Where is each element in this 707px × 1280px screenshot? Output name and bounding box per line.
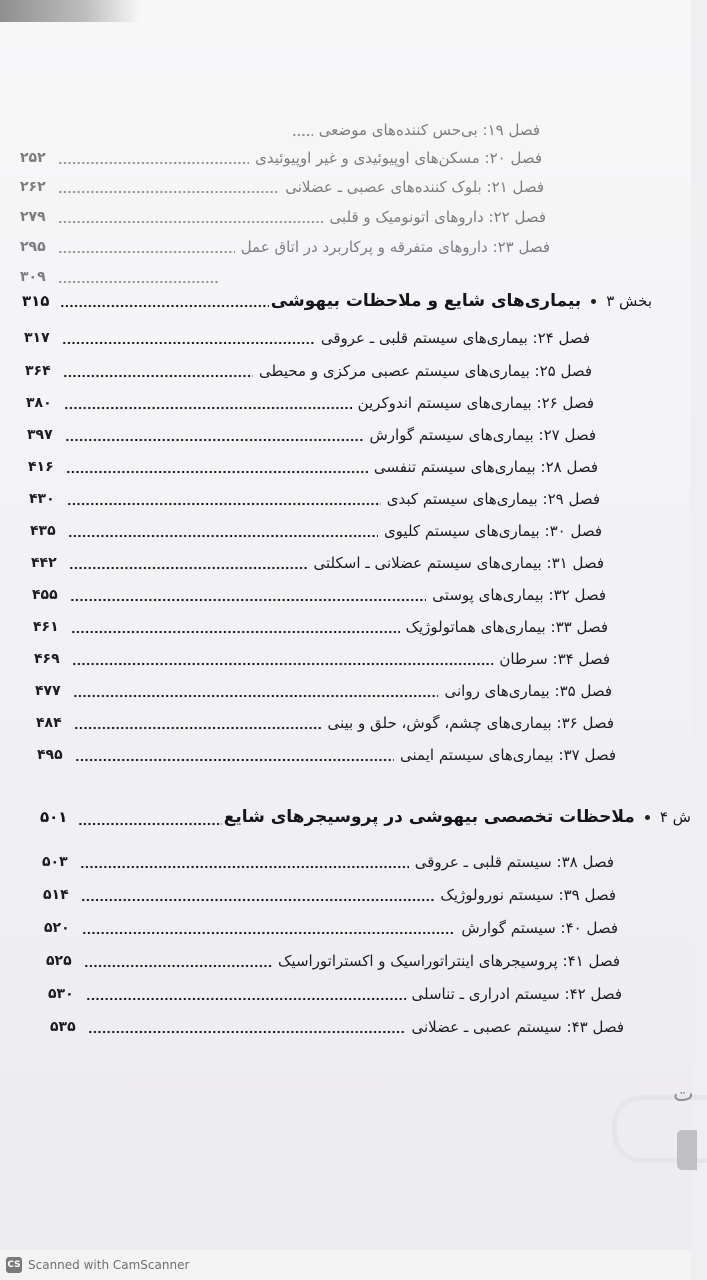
leader-dots [58,246,235,258]
toc-entry-page: ۵۲۵ [46,953,72,969]
toc-entry [46,947,620,975]
toc-entry [31,549,604,577]
toc-entry [48,980,622,1008]
toc-entry-title: فصل ۳۰: بیماری‌های سیستم کلیوی [383,522,602,540]
toc-entry [36,709,614,737]
toc-entry-page: ۴۶۹ [34,651,60,667]
toc-entry-title: فصل ۲۱: بلوک کننده‌های عصبی ـ عضلانی [285,178,544,196]
bullet-icon [591,299,596,304]
toc-entry [34,645,610,673]
camscanner-logo-icon: CS [6,1257,22,1273]
toc-entry-page: ۳۰۹ [20,269,46,285]
toc-entry-title: فصل ۲۸: بیماری‌های سیستم تنفسی [373,458,598,476]
toc-entry-title: فصل ۲۹: بیماری‌های سیستم کبدی [386,490,600,508]
leader-dots [73,690,438,702]
toc-entry [33,613,608,641]
toc-entry [42,848,614,876]
toc-entry-page: ۴۴۲ [31,555,57,571]
scanner-watermark [0,1250,691,1280]
section-heading [40,800,691,834]
toc-entry-title: فصل ۳۳: بیماری‌های هماتولوژیک [405,618,608,636]
section-label: ش ۴ [659,808,691,826]
leader-dots [69,562,308,574]
toc-entry-title: فصل ۳۵: بیماری‌های روانی [444,682,612,700]
leader-dots [58,157,249,169]
toc-entry-page: ۵۳۰ [48,986,74,1002]
toc-entry-page: ۴۳۵ [30,523,56,539]
leader-dots [80,861,409,873]
toc-entry-title: فصل ۳۸: سیستم قلبی ـ عروقی [414,853,614,871]
page-corner-shadow [0,0,140,22]
facing-page-char: ت [673,1082,694,1107]
leader-dots [75,754,394,766]
leader-dots [71,626,400,638]
leader-dots [58,216,323,228]
toc-entry [28,453,598,481]
leader-dots [62,337,315,349]
toc-entry-title: فصل ۳۶: بیماری‌های چشم، گوش، حلق و بینی [327,714,614,732]
toc-entry-page: ۴۶۱ [33,619,59,635]
bullet-icon [645,815,650,820]
toc-entry [43,881,616,909]
toc-entry [20,173,544,201]
toc-entry-page: ۳۸۰ [26,395,52,411]
leader-dots [65,434,363,446]
toc-entry [25,357,592,385]
leader-dots [81,894,434,906]
toc-entry-title: فصل ۳۷: بیماری‌های سیستم ایمنی [400,746,616,764]
toc-entry [24,324,590,352]
toc-entry-title: فصل ۴۱: پروسیجرهای اینتراتوراسیک و اکستراتوراسیک [278,952,620,970]
toc-entry-title: فصل ۴۳: سیستم عصبی ـ عضلانی [411,1018,624,1036]
toc-entry-page: ۲۵۲ [20,150,46,166]
leader-dots [82,927,455,939]
toc-entry [26,389,594,417]
toc-entry-page: ۵۳۵ [50,1019,76,1035]
leader-dots [58,186,279,198]
toc-entry-title: فصل ۲۴: بیماری‌های سیستم قلبی ـ عروقی [320,329,590,347]
leader-dots [64,402,352,414]
toc-entry-title: فصل ۲۷: بیماری‌های سیستم گوارش [369,426,596,444]
toc-entry-title: فصل ۳۴: سرطان [499,650,610,668]
toc-entry-page: ۴۷۷ [35,683,61,699]
leader-dots [70,594,426,606]
toc-entry-title: فصل ۲۰: مسکن‌های اوپیوئیدی و غیر اوپیوئیدی [255,149,542,167]
leader-dots [67,498,381,510]
toc-entry [44,914,618,942]
leader-dots [74,722,322,734]
toc-entry-page: ۲۶۲ [20,179,46,195]
toc-entry [20,203,546,231]
leader-dots [88,1026,405,1038]
toc-entry [27,421,596,449]
toc-entry [29,485,600,513]
toc-entry-title: فصل ۲۳: داروهای متفرقه و پرکاربرد در اتاق عمل [240,238,550,256]
leader-dots [68,530,378,542]
toc-entry-title: فصل ۲۵: بیماری‌های سیستم عصبی مرکزی و محیطی [259,362,592,380]
toc-entry-page: ۲۹۵ [20,239,46,255]
toc-entry-title: فصل ۱۹: بی‌حس کننده‌های موضعی [318,121,540,139]
leader-dots [292,129,313,141]
leader-dots [78,818,222,830]
toc-entry-title: فصل ۳۱: بیماری‌های سیستم عضلانی ـ اسکلتی [313,554,604,572]
toc-entry-title: فصل ۴۰: سیستم گوارش [461,919,618,937]
toc-entry-title: فصل ۲۶: بیماری‌های سیستم اندوکرین [357,394,594,412]
toc-entry-page: ۴۸۴ [36,715,62,731]
toc-entry [35,677,612,705]
section-page: ۳۱۵ [22,292,50,310]
section-heading [22,286,652,316]
toc-entry-title: فصل ۴۲: سیستم ادراری ـ تناسلی [411,985,622,1003]
leader-dots [86,993,406,1005]
toc-entry-page: ۳۶۴ [25,363,51,379]
section-title: بیماری‌های شایع و ملاحظات بیهوشی [270,291,582,311]
toc-entry [20,144,542,172]
toc-entry [30,517,602,545]
scanner-text: Scanned with CamScanner [28,1258,190,1272]
toc-entry-page: ۵۱۴ [43,887,69,903]
toc-entry-title: فصل ۲۲: داروهای اتونومیک و قلبی [329,208,546,226]
section-title: ملاحظات تخصصی بیهوشی در پروسیجرهای شایع [223,807,635,827]
toc-entry [32,581,606,609]
toc-entry [50,1013,624,1041]
leader-dots [66,466,368,478]
section-label: بخش ۳ [606,292,652,310]
toc-entry-page: ۲۷۹ [20,209,46,225]
section-page: ۵۰۱ [40,808,68,826]
leader-dots [60,300,269,312]
leader-dots [63,370,253,382]
toc-entry-title: فصل ۳۹: سیستم نورولوژیک [440,886,616,904]
toc-entry-page: ۳۱۷ [24,330,50,346]
toc-entry-page: ۵۲۰ [44,920,70,936]
toc-entry-page: ۴۹۵ [37,747,63,763]
facing-page-tab [677,1130,697,1170]
toc-entry-title: فصل ۳۲: بیماری‌های پوستی [432,586,606,604]
toc-entry-page: ۴۳۰ [29,491,55,507]
leader-dots [72,658,493,670]
toc-entry-page: ۴۱۶ [28,459,54,475]
toc-entry [37,741,616,769]
toc-entry-page: ۳۹۷ [27,427,53,443]
toc-entry [290,116,540,144]
leader-dots [84,960,272,972]
toc-entry [20,233,550,261]
toc-entry-page: ۵۰۳ [42,854,68,870]
toc-entry-page: ۴۵۵ [32,587,58,603]
